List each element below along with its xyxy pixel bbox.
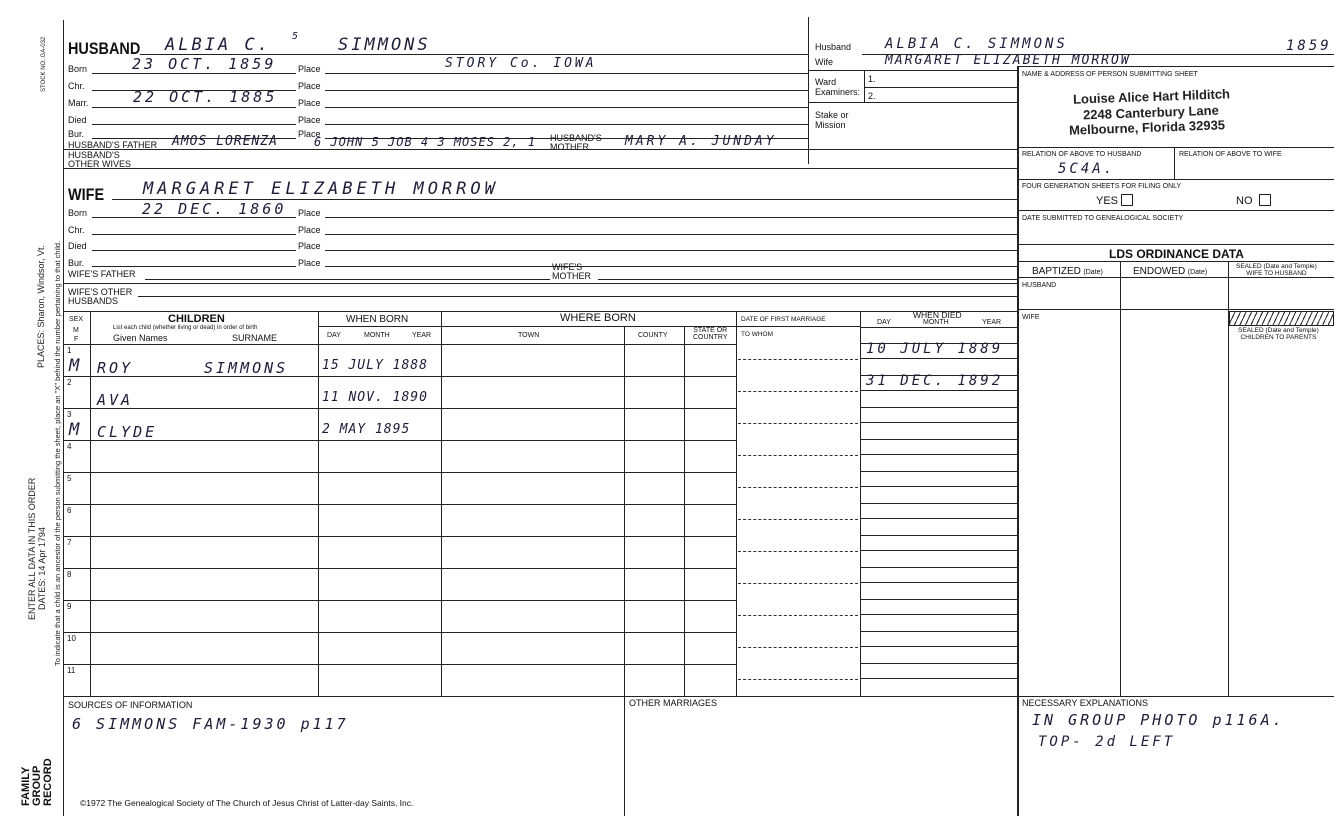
died-day-header: DAY (877, 319, 891, 326)
given-names-header: Given Names (113, 333, 168, 343)
child-number: 7 (67, 538, 72, 547)
lds-sealed-wife: SEALED (Date and Temple) WIFE TO HUSBAND (1236, 263, 1317, 277)
died-month-header: MONTH (923, 319, 949, 326)
center-divider (808, 17, 809, 164)
wife-died-label: Died (68, 241, 87, 251)
husband-born-label: Born (68, 64, 88, 74)
wife-mother-label: WIFE'S MOTHER (552, 262, 591, 281)
husband-born-place: STORY Co. IOWA (445, 56, 597, 71)
explanations-line1: IN GROUP PHOTO p116A. (1032, 711, 1285, 729)
husband-father-label: HUSBAND'S FATHER (68, 140, 158, 150)
husband-heading: HUSBAND (68, 39, 141, 58)
child-given-name: AVA (97, 391, 134, 409)
husband-superscript: 5 (292, 31, 302, 42)
child-born-date: 11 NOV. 1890 (322, 390, 428, 405)
sex-f: F (74, 336, 79, 343)
yes-checkbox[interactable] (1121, 194, 1133, 206)
husband-chr-label: Chr. (68, 81, 85, 91)
examiner-1: 1. (868, 74, 876, 84)
to-whom-header: TO WHOM (741, 331, 774, 338)
ward-label: Ward (815, 77, 837, 87)
sealed-hatch-pattern (1229, 311, 1334, 326)
husband-bur-place-label: Place (298, 129, 321, 139)
child-given-name: CLYDE (97, 423, 158, 441)
explanations-label: NECESSARY EXPLANATIONS (1022, 698, 1149, 708)
child-died-date: 10 JULY 1889 (866, 341, 1004, 357)
sources-label: SOURCES OF INFORMATION (68, 700, 193, 710)
husband-father-note: 6 JOHN 5 JOB 4 3 MOSES 2, 1 (314, 135, 537, 149)
child-born-date: 15 JULY 1888 (322, 358, 428, 373)
submitter-street: 2248 Canterbury Lane (1082, 102, 1220, 123)
born-year-header: YEAR (412, 332, 432, 339)
husband-marriage-date: 22 OCT. 1885 (133, 88, 278, 106)
husband-born-date: 23 OCT. 1859 (132, 55, 277, 73)
submitter-label: NAME & ADDRESS OF PERSON SUBMITTING SHEET (1022, 71, 1198, 78)
lds-title: LDS ORDINANCE DATA (1109, 247, 1244, 261)
dates-note: DATES: 14 Apr 1794 (37, 527, 47, 610)
child-number: 9 (67, 602, 72, 611)
child-surname: SIMMONS (204, 359, 289, 377)
husband-surname: SIMMONS (338, 35, 431, 55)
wife-bur-label: Bur. (68, 258, 85, 268)
wife-father-label: WIFE'S FATHER (68, 269, 136, 279)
child-number: 2 (67, 378, 72, 387)
date-submitted-label: DATE SUBMITTED TO GENEALOGICAL SOCIETY (1022, 215, 1184, 222)
wife-bur-place-label: Place (298, 258, 321, 268)
lds-baptized: BAPTIZED (Date) (1032, 266, 1103, 277)
child-died-date: 31 DEC. 1892 (866, 373, 1004, 389)
husband-father-name: AMOS LORENZA (172, 134, 278, 149)
wife-born-label: Born (68, 208, 88, 218)
husband-marr-label: Marr. (68, 98, 89, 108)
husband-given-name: ALBIA C. (165, 35, 271, 55)
wife-name: MARGARET ELIZABETH MORROW (143, 179, 499, 199)
husband-marr-place-label: Place (298, 98, 321, 108)
relation-husband-value: 5C4A. (1058, 161, 1116, 177)
child-number: 8 (67, 570, 72, 579)
copyright: ©1972 The Genealogical Society of The Church of Jesus Christ of Latter-day Saints, Inc. (80, 798, 414, 808)
child-sex: M (69, 356, 83, 376)
submitter-name: Louise Alice Hart Hilditch (1072, 86, 1231, 107)
lds-wife-label: WIFE (1022, 314, 1040, 321)
other-marriages-label: OTHER MARRIAGES (629, 698, 718, 708)
examiners-label: Examiners: (815, 87, 861, 97)
child-number: 10 (67, 634, 76, 643)
record-title: FAMILY GROUP RECORD (20, 758, 54, 806)
yes-label: YES (1096, 195, 1119, 207)
child-number: 4 (67, 442, 72, 451)
ward-husband-name: ALBIA C. SIMMONS (885, 36, 1068, 52)
sources-value: 6 SIMMONS FAM-1930 p117 (72, 715, 349, 733)
ancestor-instruction: To indicate that a child is an ancestor of the person submitting the sheet, place an "X" behind the number pertaining to that child. (53, 240, 62, 666)
town-header: TOWN (518, 332, 540, 339)
sex-m: M (73, 327, 79, 334)
first-marriage-header: DATE OF FIRST MARRIAGE (741, 316, 826, 323)
no-label: NO (1236, 195, 1253, 207)
county-header: COUNTY (638, 332, 668, 339)
when-born-header: WHEN BORN (346, 314, 409, 325)
ward-husband-label: Husband (815, 42, 852, 52)
child-number: 3 (67, 410, 72, 419)
lds-endowed: ENDOWED (Date) (1133, 266, 1208, 277)
wife-chr-place-label: Place (298, 225, 321, 235)
sex-header: SEX (69, 316, 84, 323)
child-born-date: 2 MAY 1895 (322, 422, 411, 437)
relation-husband-label: RELATION OF ABOVE TO HUSBAND (1022, 151, 1142, 158)
where-born-header: WHERE BORN (560, 312, 636, 324)
husband-bur-label: Bur. (68, 129, 85, 139)
husband-born-place-label: Place (298, 64, 321, 74)
husband-mother-label: HUSBAND'S MOTHER (550, 133, 602, 152)
submitter-city: Melbourne, Florida 32935 (1068, 117, 1226, 138)
husband-died-label: Died (68, 115, 87, 125)
child-number: 6 (67, 506, 72, 515)
year-note: 1859 (1286, 38, 1332, 54)
lds-husband-label: HUSBAND (1022, 282, 1057, 289)
no-checkbox[interactable] (1259, 194, 1271, 206)
stock-number: STOCK NO. GA-032 (41, 36, 47, 92)
child-given-name: ROY (97, 359, 134, 377)
husband-mother-name: MARY A. JUNDAY (625, 134, 777, 149)
explanations-line2: TOP- 2d LEFT (1038, 734, 1176, 750)
when-died-header: WHEN DIED (913, 310, 962, 320)
places-note: PLACES: Sharon, Windsor, Vt. (36, 244, 46, 368)
child-number: 11 (67, 666, 76, 675)
relation-wife-label: RELATION OF ABOVE TO WIFE (1179, 151, 1282, 158)
husband-chr-place-label: Place (298, 81, 321, 91)
born-month-header: MONTH (364, 332, 390, 339)
husband-other-wives-label: HUSBAND'S OTHER WIVES (68, 150, 132, 169)
wife-other-husbands-label: WIFE'S OTHER HUSBANDS (68, 287, 133, 306)
surname-header: SURNAME (232, 333, 278, 343)
died-year-header: YEAR (982, 319, 1002, 326)
child-number: 1 (67, 346, 72, 355)
four-generation-label: FOUR GENERATION SHEETS FOR FILING ONLY (1022, 183, 1182, 190)
examiner-2: 2. (868, 91, 876, 101)
wife-born-place-label: Place (298, 208, 321, 218)
state-header: STATE OR COUNTRY (693, 327, 728, 341)
ward-wife-name: MARGARET ELIZABETH MORROW (885, 53, 1131, 68)
child-number: 5 (67, 474, 72, 483)
born-day-header: DAY (327, 332, 341, 339)
lds-sealed-children: SEALED (Date and Temple) CHILDREN TO PARENTS (1238, 327, 1319, 341)
wife-born-date: 22 DEC. 1860 (142, 200, 287, 218)
husband-died-place-label: Place (298, 115, 321, 125)
child-sex: M (69, 420, 83, 440)
wife-chr-label: Chr. (68, 225, 85, 235)
wife-died-place-label: Place (298, 241, 321, 251)
stake-mission-label: Stake or Mission (815, 110, 849, 130)
ward-wife-label: Wife (815, 57, 833, 67)
enter-all-data-note: ENTER ALL DATA IN THIS ORDER (27, 477, 37, 620)
wife-heading: WIFE (68, 185, 105, 204)
children-header: CHILDREN (168, 313, 225, 325)
children-list-note: List each child (whether living or dead) in order of birth (113, 325, 258, 331)
